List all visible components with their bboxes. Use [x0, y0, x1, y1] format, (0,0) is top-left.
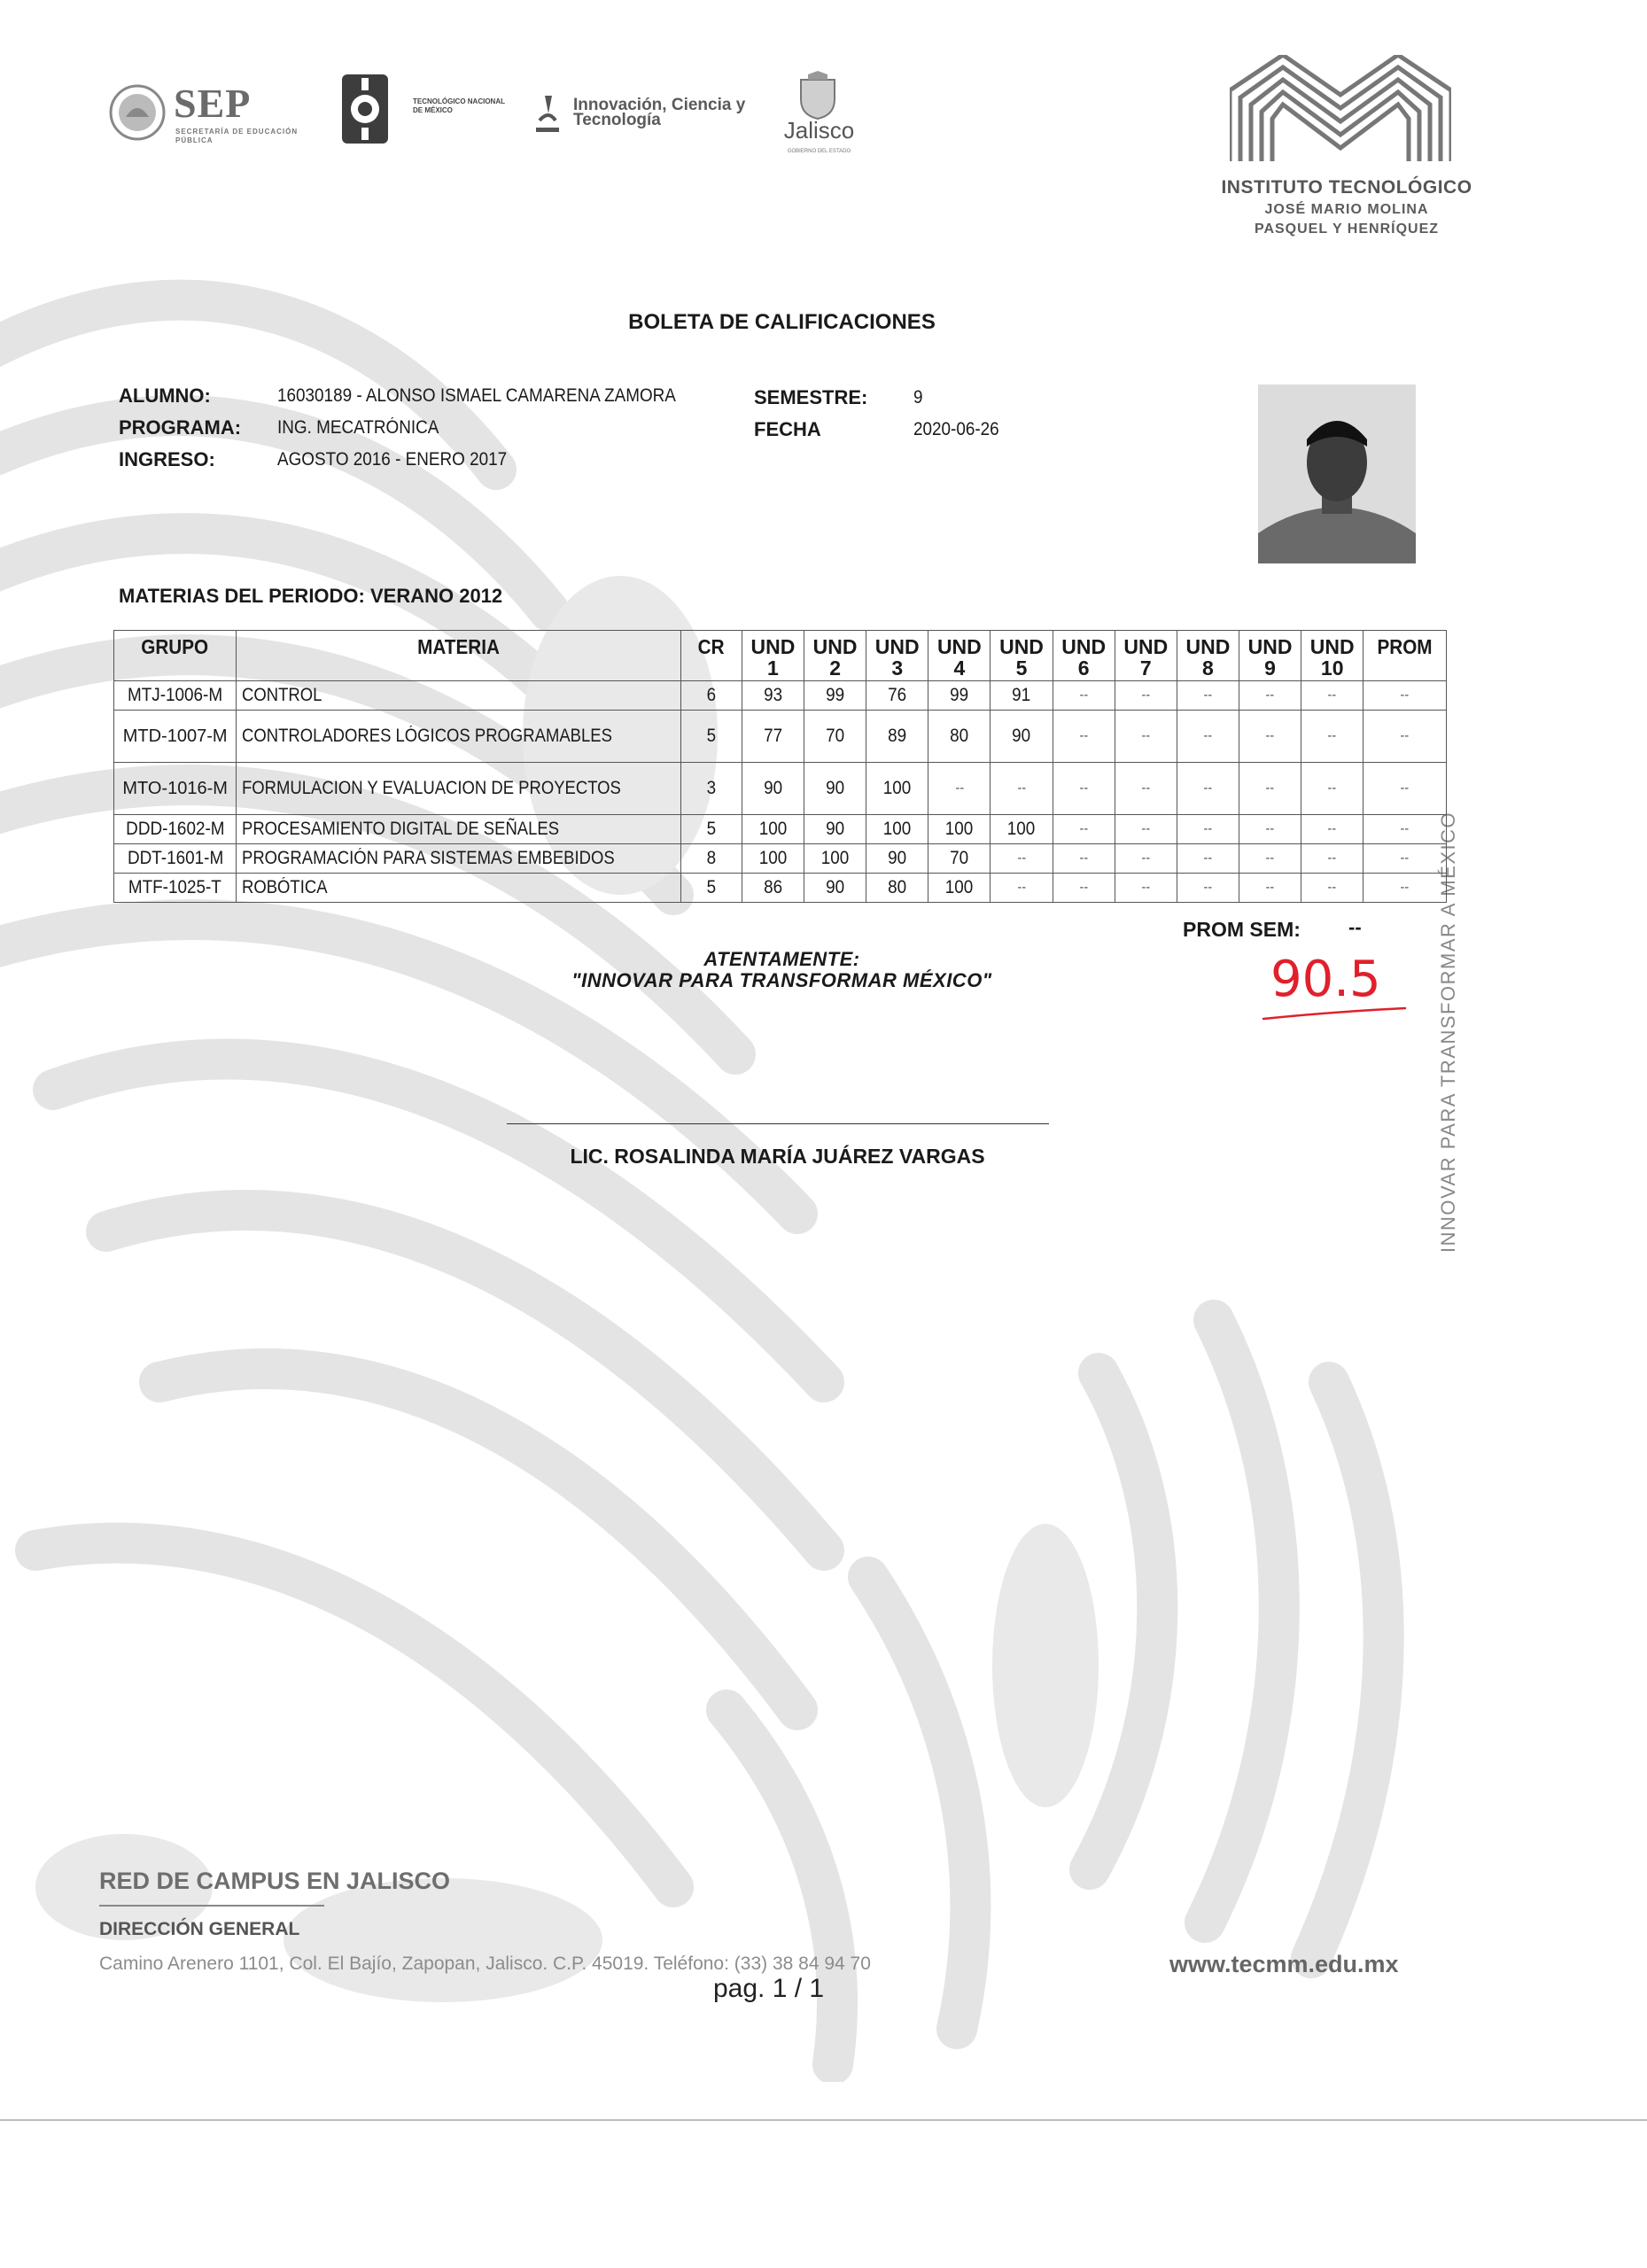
cell-und-3: 76 [866, 681, 928, 711]
grades-body [114, 681, 1447, 903]
signature-line [507, 1123, 1049, 1124]
jalisco-logo [773, 71, 866, 168]
cell-grupo: MTF-1025-T [114, 874, 237, 903]
cell-grupo: DDT-1601-M [114, 844, 237, 874]
header-und-7: UND 7 [1115, 631, 1177, 681]
footer-divider [99, 1905, 324, 1907]
cell-cr: 3 [680, 763, 742, 815]
cell-und-7: -- [1115, 874, 1177, 903]
header-grupo: GRUPO [114, 631, 237, 681]
footer-website: www.tecmm.edu.mx [1169, 1951, 1399, 1977]
cell-und-8: -- [1177, 815, 1239, 844]
fecha-label: FECHA [754, 418, 821, 440]
cell-und-4: -- [928, 763, 991, 815]
table-row [114, 763, 1447, 815]
cell-cr: 5 [680, 711, 742, 763]
cell-materia: PROGRAMACIÓN PARA SISTEMAS EMBEBIDOS [237, 844, 680, 874]
table-row [114, 844, 1447, 874]
cell-und-6: -- [1053, 844, 1115, 874]
prom-sem-label: PROM SEM: [1183, 918, 1301, 941]
institute-logo [1205, 55, 1488, 250]
mexico-seal-icon [108, 83, 167, 142]
icyt-text: Innovación, Ciencia y Tecnología [573, 96, 746, 129]
cell-und-7: -- [1115, 815, 1177, 844]
cell-prom: -- [1363, 681, 1447, 711]
cell-und-5: 90 [991, 711, 1053, 763]
cell-und-10: -- [1301, 844, 1363, 874]
cell-und-5: 91 [991, 681, 1053, 711]
cell-und-8: -- [1177, 844, 1239, 874]
programa-label: PROGRAMA: [119, 416, 242, 439]
cell-grupo: MTD-1007-M [114, 711, 237, 763]
table-row [114, 874, 1447, 903]
header-und-1: UND 1 [742, 631, 804, 681]
sep-logo [108, 80, 299, 149]
icyt-logo [534, 92, 756, 136]
cell-und-6: -- [1053, 711, 1115, 763]
cell-und-10: -- [1301, 763, 1363, 815]
cell-und-3: 80 [866, 874, 928, 903]
alumno-label: ALUMNO: [119, 384, 211, 407]
cell-und-10: -- [1301, 874, 1363, 903]
cell-und-9: -- [1239, 874, 1301, 903]
alumno-value: 16030189 - ALONSO ISMAEL CAMARENA ZAMORA [277, 385, 676, 406]
cell-cr: 6 [680, 681, 742, 711]
cell-und-9: -- [1239, 681, 1301, 711]
signer-name: LIC. ROSALINDA MARÍA JUÁREZ VARGAS [570, 1145, 985, 1168]
table-row [114, 815, 1447, 844]
institute-subname-2: PASQUEL Y HENRÍQUEZ [1254, 221, 1440, 237]
cell-grupo: MTJ-1006-M [114, 681, 237, 711]
cell-grupo: DDD-1602-M [114, 815, 237, 844]
handwritten-average-text: 90.5 [1270, 951, 1381, 1008]
prom-sem-value: -- [1348, 916, 1362, 938]
cell-und-9: -- [1239, 815, 1301, 844]
cell-und-8: -- [1177, 874, 1239, 903]
cell-prom: -- [1363, 874, 1447, 903]
cell-und-2: 100 [804, 844, 866, 874]
semestre-label: SEMESTRE: [754, 386, 868, 408]
header-und-8: UND 8 [1177, 631, 1239, 681]
header-materia: MATERIA [237, 631, 680, 681]
semestre-value: 9 [913, 387, 923, 408]
cell-materia: PROCESAMIENTO DIGITAL DE SEÑALES [237, 815, 680, 844]
header-prom: PROM [1363, 631, 1447, 681]
cell-und-10: -- [1301, 815, 1363, 844]
cell-materia: CONTROL [237, 681, 680, 711]
ingreso-label: INGRESO: [119, 448, 215, 470]
document-title: BOLETA DE CALIFICACIONES [628, 310, 936, 334]
cell-und-8: -- [1177, 763, 1239, 815]
cell-materia: FORMULACION Y EVALUACION DE PROYECTOS [237, 763, 680, 815]
cell-und-2: 90 [804, 763, 866, 815]
cell-cr: 5 [680, 815, 742, 844]
cell-grupo: MTO-1016-M [114, 763, 237, 815]
cell-und-3: 100 [866, 763, 928, 815]
sep-subtitle: SECRETARÍA DE EDUCACIÓN PÚBLICA [175, 128, 299, 144]
cell-materia: ROBÓTICA [237, 874, 680, 903]
cell-prom: -- [1363, 763, 1447, 815]
cell-und-6: -- [1053, 874, 1115, 903]
cell-und-9: -- [1239, 711, 1301, 763]
cell-und-7: -- [1115, 711, 1177, 763]
jalisco-subtitle: GOBIERNO DEL ESTADO [787, 149, 851, 154]
institute-mark-icon [1230, 55, 1451, 168]
institutional-motto: "INNOVAR PARA TRANSFORMAR MÉXICO" [571, 969, 992, 991]
jalisco-wordmark: Jalisco [783, 117, 855, 144]
cell-cr: 8 [680, 844, 742, 874]
header-und-2: UND 2 [804, 631, 866, 681]
header-und-9: UND 9 [1239, 631, 1301, 681]
student-portrait-icon [1258, 384, 1416, 563]
fecha-value: 2020-06-26 [913, 419, 999, 439]
ingreso-value: AGOSTO 2016 - ENERO 2017 [277, 449, 508, 470]
side-motto: INNOVAR PARA TRANSFORMAR A MÉXICO [1437, 811, 1459, 1253]
cell-und-3: 90 [866, 844, 928, 874]
table-header-row [114, 631, 1447, 681]
institute-subname-1: JOSÉ MARIO MOLINA [1264, 202, 1429, 217]
cell-und-7: -- [1115, 763, 1177, 815]
cell-und-2: 90 [804, 874, 866, 903]
footer-direccion: DIRECCIÓN GENERAL [99, 1919, 300, 1939]
atentamente: ATENTAMENTE: [703, 948, 860, 970]
cell-und-2: 70 [804, 711, 866, 763]
cell-und-10: -- [1301, 681, 1363, 711]
cell-und-5: 100 [991, 815, 1053, 844]
header-und-4: UND 4 [928, 631, 991, 681]
cell-prom: -- [1363, 711, 1447, 763]
footer-address: Camino Arenero 1101, Col. El Bajío, Zapopan, Jalisco. C.P. 45019. Teléfono: (33) 38 84 94 70 [99, 1953, 871, 1974]
cell-und-4: 99 [928, 681, 991, 711]
cell-und-9: -- [1239, 844, 1301, 874]
programa-value: ING. MECATRÓNICA [277, 417, 439, 438]
cell-und-1: 77 [742, 711, 804, 763]
header-und-6: UND 6 [1053, 631, 1115, 681]
grades-table [113, 630, 1447, 903]
cell-und-2: 99 [804, 681, 866, 711]
cell-und-3: 89 [866, 711, 928, 763]
sep-wordmark: SEP [174, 81, 252, 126]
cell-und-2: 90 [804, 815, 866, 844]
header-und-3: UND 3 [866, 631, 928, 681]
cell-und-4: 70 [928, 844, 991, 874]
period-title: MATERIAS DEL PERIODO: VERANO 2012 [119, 585, 503, 607]
tecnm-gear-icon [338, 71, 392, 147]
cell-und-5: -- [991, 874, 1053, 903]
cell-und-4: 100 [928, 815, 991, 844]
institute-name: INSTITUTO TECNOLÓGICO [1221, 177, 1472, 198]
cell-und-3: 100 [866, 815, 928, 844]
footer-campus: RED DE CAMPUS EN JALISCO [99, 1868, 451, 1894]
cell-und-5: -- [991, 763, 1053, 815]
header-und-5: UND 5 [991, 631, 1053, 681]
header-cr: CR [680, 631, 742, 681]
cell-und-1: 93 [742, 681, 804, 711]
cell-und-7: -- [1115, 681, 1177, 711]
page-bottom-edge [0, 2119, 1647, 2121]
cell-und-6: -- [1053, 763, 1115, 815]
cell-und-4: 100 [928, 874, 991, 903]
cell-und-10: -- [1301, 711, 1363, 763]
cell-und-9: -- [1239, 763, 1301, 815]
jalisco-crest-icon [796, 71, 840, 120]
cell-und-6: -- [1053, 815, 1115, 844]
cell-und-8: -- [1177, 711, 1239, 763]
cell-und-1: 100 [742, 844, 804, 874]
cell-cr: 5 [680, 874, 742, 903]
cell-und-7: -- [1115, 844, 1177, 874]
tecnm-logo [338, 71, 507, 152]
cell-und-1: 90 [742, 763, 804, 815]
table-row [114, 711, 1447, 763]
tecnm-text: TECNOLÓGICO NACIONAL DE MÉXICO [413, 97, 505, 114]
student-photo [1258, 384, 1416, 563]
cell-materia: CONTROLADORES LÓGICOS PROGRAMABLES [237, 711, 680, 763]
header-und-10: UND 10 [1301, 631, 1363, 681]
cell-und-1: 100 [742, 815, 804, 844]
microscope-icon [534, 94, 561, 133]
page-number: pag. 1 / 1 [713, 1974, 825, 2003]
cell-und-5: -- [991, 844, 1053, 874]
cell-prom: -- [1363, 815, 1447, 844]
table-row [114, 681, 1447, 711]
cell-und-1: 86 [742, 874, 804, 903]
cell-und-6: -- [1053, 681, 1115, 711]
cell-prom: -- [1363, 844, 1447, 874]
cell-und-4: 80 [928, 711, 991, 763]
cell-und-8: -- [1177, 681, 1239, 711]
